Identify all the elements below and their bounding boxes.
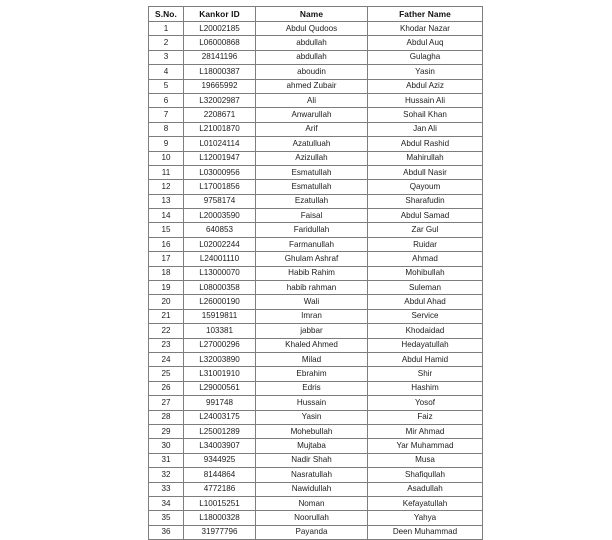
cell-sno: 18 — [149, 266, 184, 280]
cell-kankor-id: 9758174 — [184, 194, 256, 208]
column-header-sno: S.No. — [149, 7, 184, 22]
cell-kankor-id: L03000956 — [184, 165, 256, 179]
cell-father-name: Ruidar — [368, 237, 483, 251]
table-row — [149, 22, 483, 36]
cell-sno: 22 — [149, 324, 184, 338]
table-row — [149, 410, 483, 424]
cell-name: Abdul Qudoos — [256, 22, 368, 36]
cell-name: Anwarullah — [256, 108, 368, 122]
cell-sno: 4 — [149, 65, 184, 79]
cell-sno: 35 — [149, 511, 184, 525]
cell-kankor-id: 8144864 — [184, 468, 256, 482]
cell-kankor-id: 19665992 — [184, 79, 256, 93]
cell-name: Ebrahim — [256, 367, 368, 381]
cell-father-name: Abdul Auq — [368, 36, 483, 50]
cell-kankor-id: 991748 — [184, 396, 256, 410]
table-row — [149, 496, 483, 510]
cell-kankor-id: 2208671 — [184, 108, 256, 122]
cell-kankor-id: L24003175 — [184, 410, 256, 424]
table-row — [149, 194, 483, 208]
cell-sno: 36 — [149, 525, 184, 539]
table-row — [149, 65, 483, 79]
cell-father-name: Abdull Nasir — [368, 165, 483, 179]
cell-sno: 31 — [149, 453, 184, 467]
cell-kankor-id: L31001910 — [184, 367, 256, 381]
cell-sno: 29 — [149, 424, 184, 438]
table-row — [149, 108, 483, 122]
cell-kankor-id: L17001856 — [184, 180, 256, 194]
cell-sno: 12 — [149, 180, 184, 194]
cell-sno: 5 — [149, 79, 184, 93]
cell-sno: 15 — [149, 223, 184, 237]
cell-father-name: Hashim — [368, 381, 483, 395]
cell-kankor-id: 28141196 — [184, 50, 256, 64]
cell-kankor-id: L20003590 — [184, 209, 256, 223]
cell-sno: 24 — [149, 352, 184, 366]
cell-kankor-id: 9344925 — [184, 453, 256, 467]
cell-kankor-id: 15919811 — [184, 309, 256, 323]
cell-name: Noman — [256, 496, 368, 510]
table-row — [149, 165, 483, 179]
cell-kankor-id: 640853 — [184, 223, 256, 237]
table-row — [149, 237, 483, 251]
cell-father-name: Mir Ahmad — [368, 424, 483, 438]
cell-father-name: Service — [368, 309, 483, 323]
cell-father-name: Abdul Samad — [368, 209, 483, 223]
cell-name: Azatulluah — [256, 137, 368, 151]
cell-father-name: Deen Muhammad — [368, 525, 483, 539]
cell-kankor-id: L12001947 — [184, 151, 256, 165]
table-header — [149, 7, 483, 22]
cell-father-name: Abdul Aziz — [368, 79, 483, 93]
cell-name: Nadir Shah — [256, 453, 368, 467]
cell-father-name: Jan Ali — [368, 122, 483, 136]
cell-name: aboudin — [256, 65, 368, 79]
cell-name: Habib Rahim — [256, 266, 368, 280]
cell-father-name: Suleman — [368, 281, 483, 295]
cell-kankor-id: L25001289 — [184, 424, 256, 438]
table-row — [149, 439, 483, 453]
cell-father-name: Zar Gul — [368, 223, 483, 237]
cell-kankor-id: L24001110 — [184, 252, 256, 266]
cell-kankor-id: L13000070 — [184, 266, 256, 280]
table-row — [149, 151, 483, 165]
cell-kankor-id: L29000561 — [184, 381, 256, 395]
cell-sno: 17 — [149, 252, 184, 266]
cell-kankor-id: 4772186 — [184, 482, 256, 496]
cell-sno: 23 — [149, 338, 184, 352]
cell-father-name: Abdul Ahad — [368, 295, 483, 309]
cell-kankor-id: 103381 — [184, 324, 256, 338]
cell-sno: 7 — [149, 108, 184, 122]
cell-sno: 2 — [149, 36, 184, 50]
cell-kankor-id: L18000387 — [184, 65, 256, 79]
cell-sno: 28 — [149, 410, 184, 424]
column-header-name: Name — [256, 7, 368, 22]
table-row — [149, 180, 483, 194]
table-row — [149, 93, 483, 107]
cell-father-name: Kefayatullah — [368, 496, 483, 510]
cell-father-name: Khodar Nazar — [368, 22, 483, 36]
cell-name: Khaled Ahmed — [256, 338, 368, 352]
cell-father-name: Shir — [368, 367, 483, 381]
cell-sno: 26 — [149, 381, 184, 395]
cell-father-name: Yasin — [368, 65, 483, 79]
cell-name: abdullah — [256, 50, 368, 64]
cell-sno: 6 — [149, 93, 184, 107]
cell-father-name: Yar Muhammad — [368, 439, 483, 453]
cell-name: Edris — [256, 381, 368, 395]
cell-name: Ghulam Ashraf — [256, 252, 368, 266]
cell-sno: 27 — [149, 396, 184, 410]
cell-father-name: Gulagha — [368, 50, 483, 64]
table-row — [149, 424, 483, 438]
cell-kankor-id: L21001870 — [184, 122, 256, 136]
cell-sno: 33 — [149, 482, 184, 496]
cell-kankor-id: L08000358 — [184, 281, 256, 295]
table-row — [149, 468, 483, 482]
table-row — [149, 295, 483, 309]
table-row — [149, 122, 483, 136]
cell-sno: 14 — [149, 209, 184, 223]
table-row — [149, 482, 483, 496]
cell-name: Esmatullah — [256, 180, 368, 194]
column-header-kankor-id: Kankor ID — [184, 7, 256, 22]
cell-name: habib rahman — [256, 281, 368, 295]
cell-sno: 16 — [149, 237, 184, 251]
cell-father-name: Khodaidad — [368, 324, 483, 338]
cell-kankor-id: L20002185 — [184, 22, 256, 36]
cell-name: Noorullah — [256, 511, 368, 525]
table-row — [149, 525, 483, 539]
table-row — [149, 511, 483, 525]
cell-sno: 13 — [149, 194, 184, 208]
cell-name: Hussain — [256, 396, 368, 410]
cell-name: Mohebullah — [256, 424, 368, 438]
cell-sno: 25 — [149, 367, 184, 381]
cell-kankor-id: L18000328 — [184, 511, 256, 525]
cell-name: Faisal — [256, 209, 368, 223]
cell-sno: 20 — [149, 295, 184, 309]
table-row — [149, 453, 483, 467]
cell-kankor-id: L01024114 — [184, 137, 256, 151]
cell-kankor-id: L32002987 — [184, 93, 256, 107]
cell-kankor-id: L06000868 — [184, 36, 256, 50]
cell-sno: 21 — [149, 309, 184, 323]
cell-father-name: Musa — [368, 453, 483, 467]
cell-sno: 1 — [149, 22, 184, 36]
cell-kankor-id: L32003890 — [184, 352, 256, 366]
cell-sno: 30 — [149, 439, 184, 453]
column-header-father-name: Father Name — [368, 7, 483, 22]
cell-sno: 3 — [149, 50, 184, 64]
cell-father-name: Qayoum — [368, 180, 483, 194]
cell-father-name: Ahmad — [368, 252, 483, 266]
cell-name: ahmed Zubair — [256, 79, 368, 93]
roster-table-container — [148, 6, 482, 540]
cell-name: Milad — [256, 352, 368, 366]
cell-father-name: Mahirullah — [368, 151, 483, 165]
roster-table — [148, 6, 483, 540]
cell-name: Farmanullah — [256, 237, 368, 251]
table-row — [149, 79, 483, 93]
table-row — [149, 209, 483, 223]
cell-kankor-id: 31977796 — [184, 525, 256, 539]
cell-father-name: Yahya — [368, 511, 483, 525]
cell-father-name: Abdul Hamid — [368, 352, 483, 366]
cell-name: jabbar — [256, 324, 368, 338]
cell-sno: 8 — [149, 122, 184, 136]
cell-father-name: Sohail Khan — [368, 108, 483, 122]
table-row — [149, 396, 483, 410]
cell-father-name: Asadullah — [368, 482, 483, 496]
cell-name: Imran — [256, 309, 368, 323]
cell-kankor-id: L27000296 — [184, 338, 256, 352]
cell-sno: 19 — [149, 281, 184, 295]
cell-kankor-id: L02002244 — [184, 237, 256, 251]
cell-sno: 11 — [149, 165, 184, 179]
cell-father-name: Faiz — [368, 410, 483, 424]
table-row — [149, 338, 483, 352]
table-row — [149, 324, 483, 338]
cell-father-name: Hussain Ali — [368, 93, 483, 107]
cell-name: Nasratullah — [256, 468, 368, 482]
cell-sno: 10 — [149, 151, 184, 165]
table-row — [149, 352, 483, 366]
cell-name: abdullah — [256, 36, 368, 50]
cell-name: Mujtaba — [256, 439, 368, 453]
cell-kankor-id: L34003907 — [184, 439, 256, 453]
cell-name: Ali — [256, 93, 368, 107]
cell-father-name: Hedayatullah — [368, 338, 483, 352]
cell-father-name: Yosof — [368, 396, 483, 410]
table-row — [149, 309, 483, 323]
cell-father-name: Abdul Rashid — [368, 137, 483, 151]
table-row — [149, 50, 483, 64]
cell-father-name: Mohibullah — [368, 266, 483, 280]
cell-name: Arif — [256, 122, 368, 136]
table-row — [149, 367, 483, 381]
cell-name: Ezatullah — [256, 194, 368, 208]
table-row — [149, 381, 483, 395]
table-row — [149, 36, 483, 50]
cell-kankor-id: L10015251 — [184, 496, 256, 510]
cell-name: Esmatullah — [256, 165, 368, 179]
cell-sno: 34 — [149, 496, 184, 510]
table-row — [149, 137, 483, 151]
cell-name: Nawidullah — [256, 482, 368, 496]
cell-sno: 9 — [149, 137, 184, 151]
cell-name: Yasin — [256, 410, 368, 424]
cell-father-name: Sharafudin — [368, 194, 483, 208]
table-row — [149, 252, 483, 266]
table-body — [149, 22, 483, 540]
cell-name: Wali — [256, 295, 368, 309]
cell-father-name: Shafiqullah — [368, 468, 483, 482]
cell-sno: 32 — [149, 468, 184, 482]
cell-name: Payanda — [256, 525, 368, 539]
cell-name: Faridullah — [256, 223, 368, 237]
cell-kankor-id: L26000190 — [184, 295, 256, 309]
table-row — [149, 281, 483, 295]
cell-name: Azizullah — [256, 151, 368, 165]
table-header-row — [149, 7, 483, 22]
table-row — [149, 266, 483, 280]
table-row — [149, 223, 483, 237]
